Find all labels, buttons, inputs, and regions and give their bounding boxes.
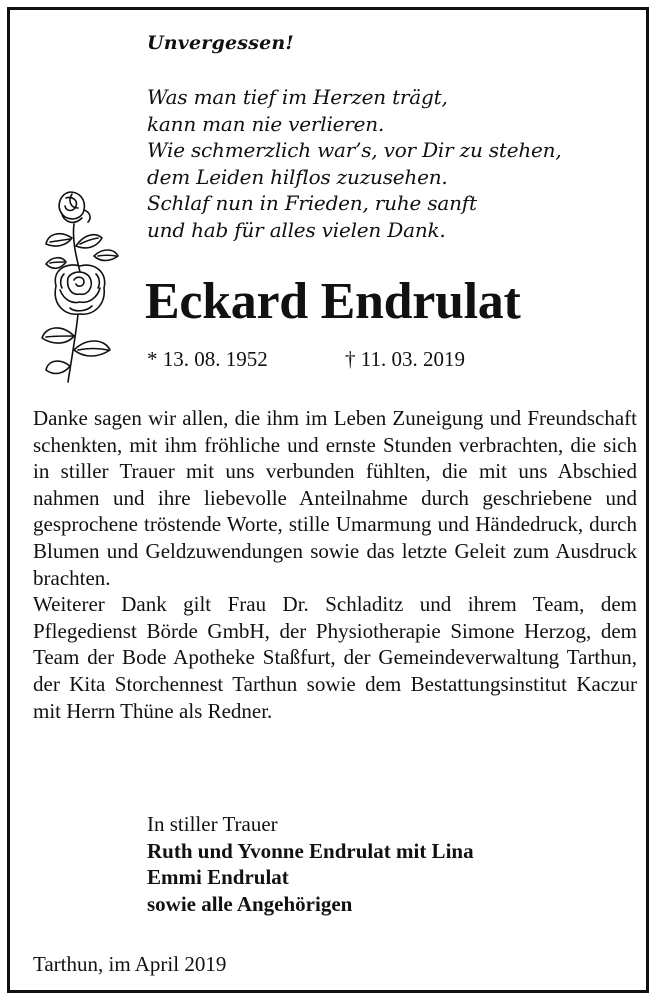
thanks-paragraph: Weiterer Dank gilt Frau Dr. Schladitz und ihrem Team, dem Pflegedienst Börde GmbH, der Physiotherapie Simone Herzog, dem Team der Bode Apotheke Staßfurt, der Gemeindeverwaltung Tarthun, der Kita Storchennest Tarthun sowie dem Bestattungsinstitut Kaczur mit Herrn Thüne als Redner. [33,592,637,723]
signature-line: sowie alle Angehörigen [147,891,353,916]
birth-date: * 13. 08. 1952 [147,347,268,371]
poem-line: Was man tief im Herzen trägt, [147,85,448,109]
poem-line: Schlaf nun in Frieden, ruhe sanft [147,191,477,215]
poem-line: kann man nie verlieren. [147,111,385,136]
rose-icon [38,186,122,386]
obituary-frame [7,7,649,993]
header-title: Unvergessen! [147,32,294,54]
thanks-paragraph: Danke sagen wir allen, die ihm im Leben Zuneigung und Freundschaft schenkten, mit ihm fröhliche und ernste Stunden verbrachten, die sich in stiller Trauer mit uns verbunden fühlten, die mit uns Abschied nahmen und ihre liebevolle Anteilnahme durch geschriebene und gesprochene tröstende Worte, stille Umarmung und Händedruck, durch Blumen und Geldzuwendungen sowie das letzte Geleit zum Ausdruck brachten. [33,406,637,590]
signature-intro: In stiller Trauer [147,812,278,836]
poem [147,84,562,243]
signature-line: Ruth und Yvonne Endrulat mit Lina [147,838,474,863]
signature-line: Emmi Endrulat [147,865,289,890]
place-date: Tarthun, im April 2019 [33,952,227,976]
poem-line: und hab für alles vielen Dank. [147,217,446,242]
poem-line: dem Leiden hilflos zuzusehen. [147,164,448,189]
thanks-text [33,405,637,724]
deceased-name: Eckard Endrulat [145,273,521,330]
poem-line: Wie schmerzlich war’s, vor Dir zu stehen, [147,138,562,162]
signature-block [147,811,474,917]
death-date: † 11. 03. 2019 [345,347,465,371]
